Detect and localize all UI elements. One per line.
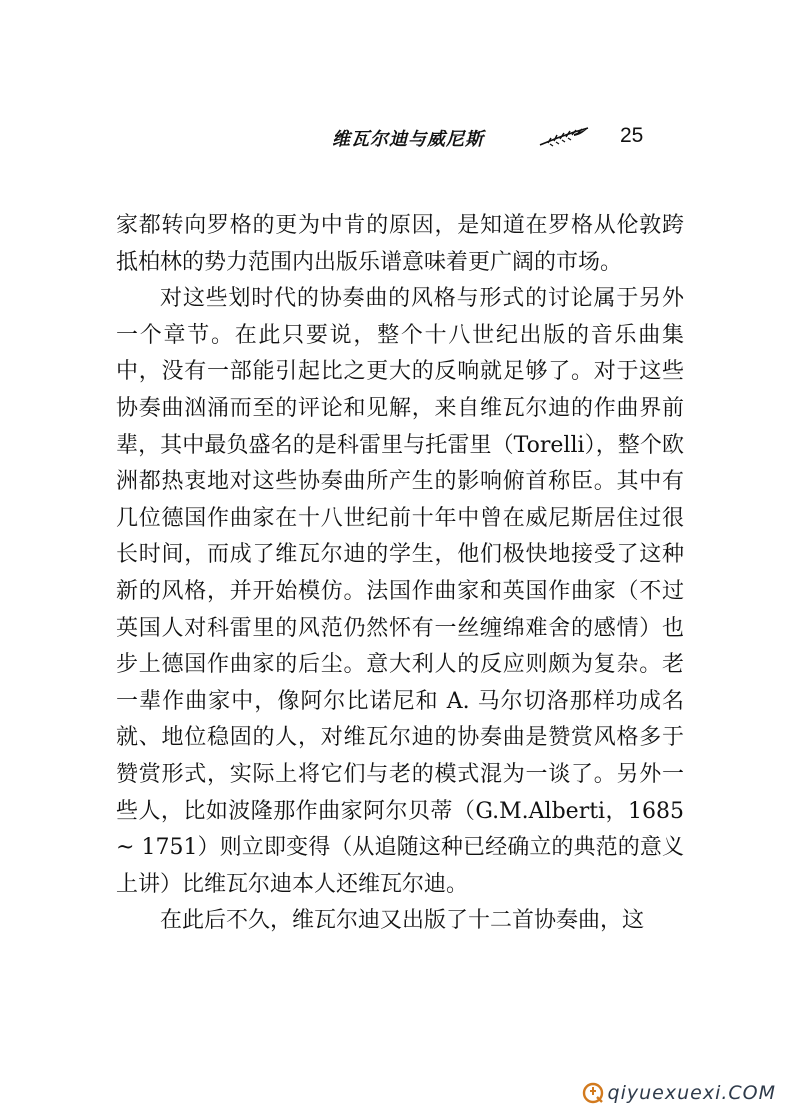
paragraph-twelve-concertos: 在此后不久，维瓦尔迪又出版了十二首协奏曲，这	[160, 908, 645, 934]
watermark	[582, 1080, 776, 1106]
running-title: 维瓦尔迪与威尼斯	[332, 129, 484, 150]
body-text	[116, 208, 684, 940]
page-number: 25	[620, 124, 644, 147]
paragraph-concerto-discussion: 对这些划时代的协奏曲的风格与形式的讨论属于另外一个章节。在此只要说，整个十八世纪出版的音乐曲集中，没有一部能引起比之更大的反响就足够了。对于这些协奏曲汹涌而至的评论和见解，来自维瓦尔迪的作曲界前辈，其中最负盛名的是科雷里与托雷里（Torelli），整个欧洲都热衷地对这些协奏曲所产生的影响俯首称臣。其中有几位德国作曲家在十八世纪前十年中曾在威尼斯居住过很长时间，而成了维瓦尔迪的学生，他们极快地接受了这种新的风格，并开始模仿。法国作曲家和英国作曲家（不过英国人对科雷里的风范仍然怀有一丝缠绵难舍的感情）也步上德国作曲家的后尘。意大利人的反应则颇为复杂。老一辈作曲家中，像阿尔比诺尼和 A. 马尔切洛那样功成名就、地位稳固的人，对维瓦尔迪的协奏曲是赞赏风格多于赞赏形式，实际上将它们与老的模式混为一谈了。另外一些人，比如波隆那作曲家阿尔贝蒂（G.M.Alberti，1685 ~ 1751）则立即变得（从追随这种已经确立的典范的意义上讲）比维瓦尔迪本人还维瓦尔迪。	[116, 286, 684, 897]
quill-flourish-icon	[538, 126, 590, 148]
paragraph-continued: 家都转向罗格的更为中肯的原因，是知道在罗格从伦敦跨抵柏林的势力范围内出版乐谱意味着更广阔的市场。	[116, 213, 684, 275]
qiyue-logo-icon	[582, 1082, 604, 1104]
watermark-text: qiyuexuexi.COM	[607, 1082, 776, 1104]
running-head	[0, 122, 794, 154]
